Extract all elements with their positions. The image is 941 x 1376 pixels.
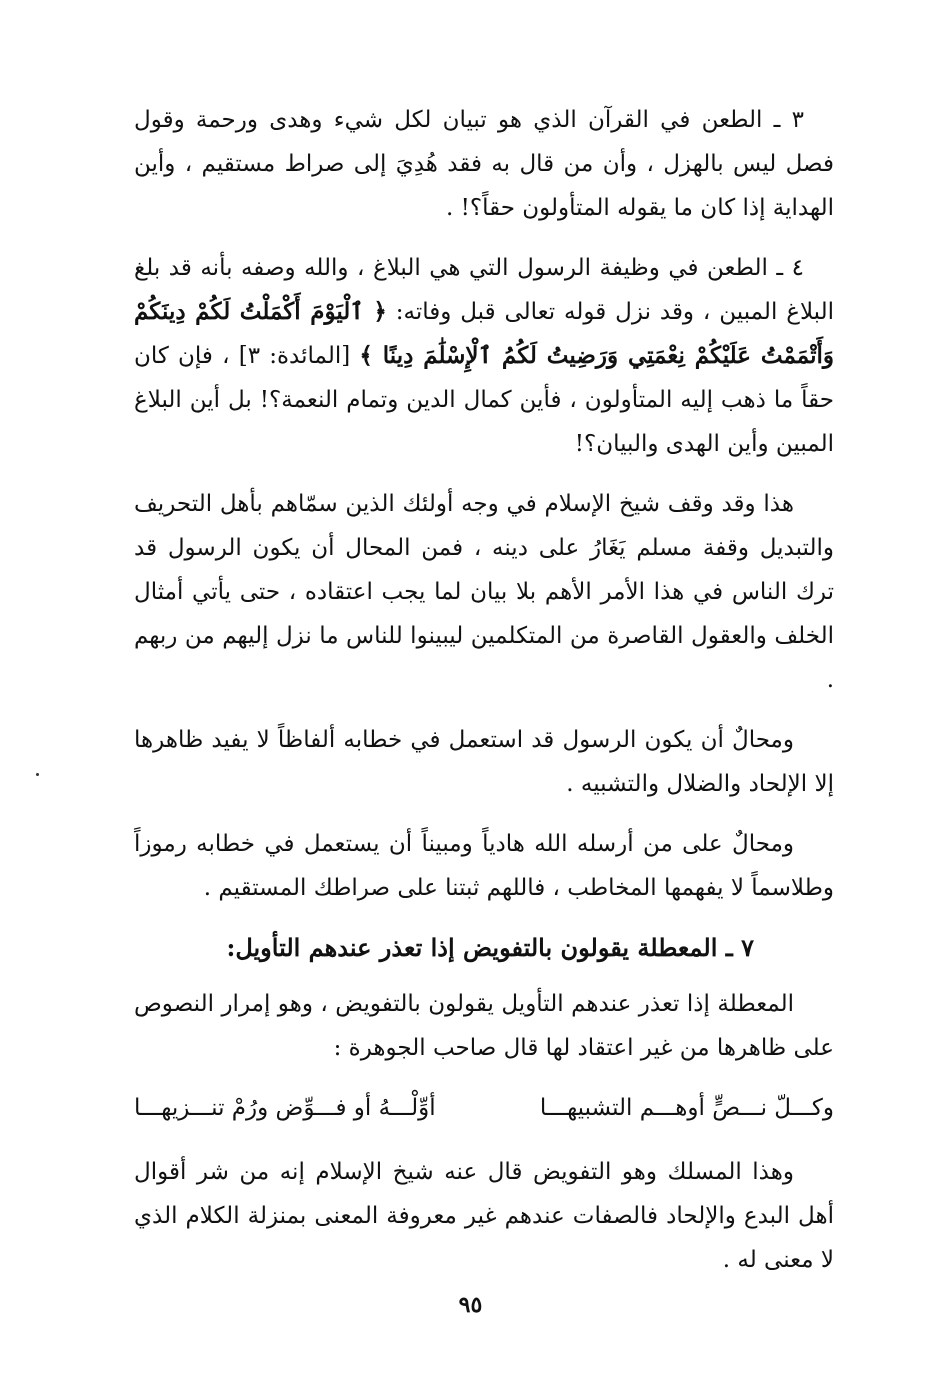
paragraph-impossible-1: ومحالٌ أن يكون الرسول قد استعمل في خطابه ألفاظاً لا يفيد ظاهرها إلا الإلحاد والضلال والتشبيه . [134,727,834,797]
verse-first-hemistich: وكـــلّ نـــصٍّ أوهـــم التشبيهـــا [539,1095,834,1121]
paragraph-point-4-rest: [المائدة: ٣] ، فإن كان حقاً ما ذهب إليه المتأولون ، فأين كمال الدين وتمام النعمة؟! بل أين البلاغ المبين وأين الهدى والبيان؟! [134,343,834,457]
paragraph-point-4 [134,246,834,466]
verse-second-hemistich: أوِّلْـــهُ أو فـــوِّض ورُمْ تنـــزيهـــا [134,1095,436,1121]
paragraph-tafwid: المعطلة إذا تعذر عندهم التأويل يقولون بالتفويض ، وهو إمرار النصوص على ظاهرها من غير اعتقاد لها قال صاحب الجوهرة : [134,991,834,1061]
quran-verse: ﴿ ٱلْيَوْمَ أَكْمَلْتُ لَكُمْ دِينَكُمْ وَأَتْمَمْتُ عَلَيْكُمْ نِعْمَتِي وَرَضِيتُ لَكُمُ ٱلْإِسْلَٰمَ دِينًا ﴾ [134,298,834,369]
paragraph-shaykh-stand: هذا وقد وقف شيخ الإسلام في وجه أولئك الذين سمّاهم بأهل التحريف والتبديل وقفة مسلم يَغَارُ على دينه ، فمن المحال أن يكون الرسول قد ترك الناس في هذا الأمر الأهم بلا بيان لما يجب اعتقاده ، حتى يأتي أمثال الخلف والعقول القاصرة من المتكلمين ليبينوا للناس ما نزل إليهم من ربهم . [134,491,834,693]
paragraph-point-3: ٣ ـ الطعن في القرآن الذي هو تبيان لكل شيء وهدى ورحمة وقول فصل ليس بالهزل ، وأن من قال به فقد هُدِيَ إلى صراط مستقيم ، وأين الهداية إذا كان ما يقوله المتأولون حقاً؟! . [134,107,834,221]
page-number: ٩٥ [458,1292,483,1318]
page-body [134,98,834,1298]
paragraph-point-4-intro: ٤ ـ الطعن في وظيفة الرسول التي هي البلاغ ، والله وصفه بأنه قد بلغ البلاغ المبين ، وقد نزل قوله تعالى قبل وفاته: [134,255,835,325]
section-heading: ٧ ـ المعطلة يقولون بالتفويض إذا تعذر عندهم التأويل: [226,933,754,962]
paragraph-impossible-2: ومحالٌ على من أرسله الله هادياً ومبيناً أن يستعمل في خطابه رموزاً وطلاسماً لا يفهمها المخاطب ، فاللهم ثبتنا على صراطك المستقيم . [134,831,834,901]
stray-mark [36,773,39,776]
poetry-verse [134,1086,834,1130]
paragraph-tafwid-ruling: وهذا المسلك وهو التفويض قال عنه شيخ الإسلام إنه من شر أقوال أهل البدع والإلحاد فالصفات عندهم غير معروفة المعنى بمنزلة الكلام الذي لا معنى له . [134,1159,834,1273]
